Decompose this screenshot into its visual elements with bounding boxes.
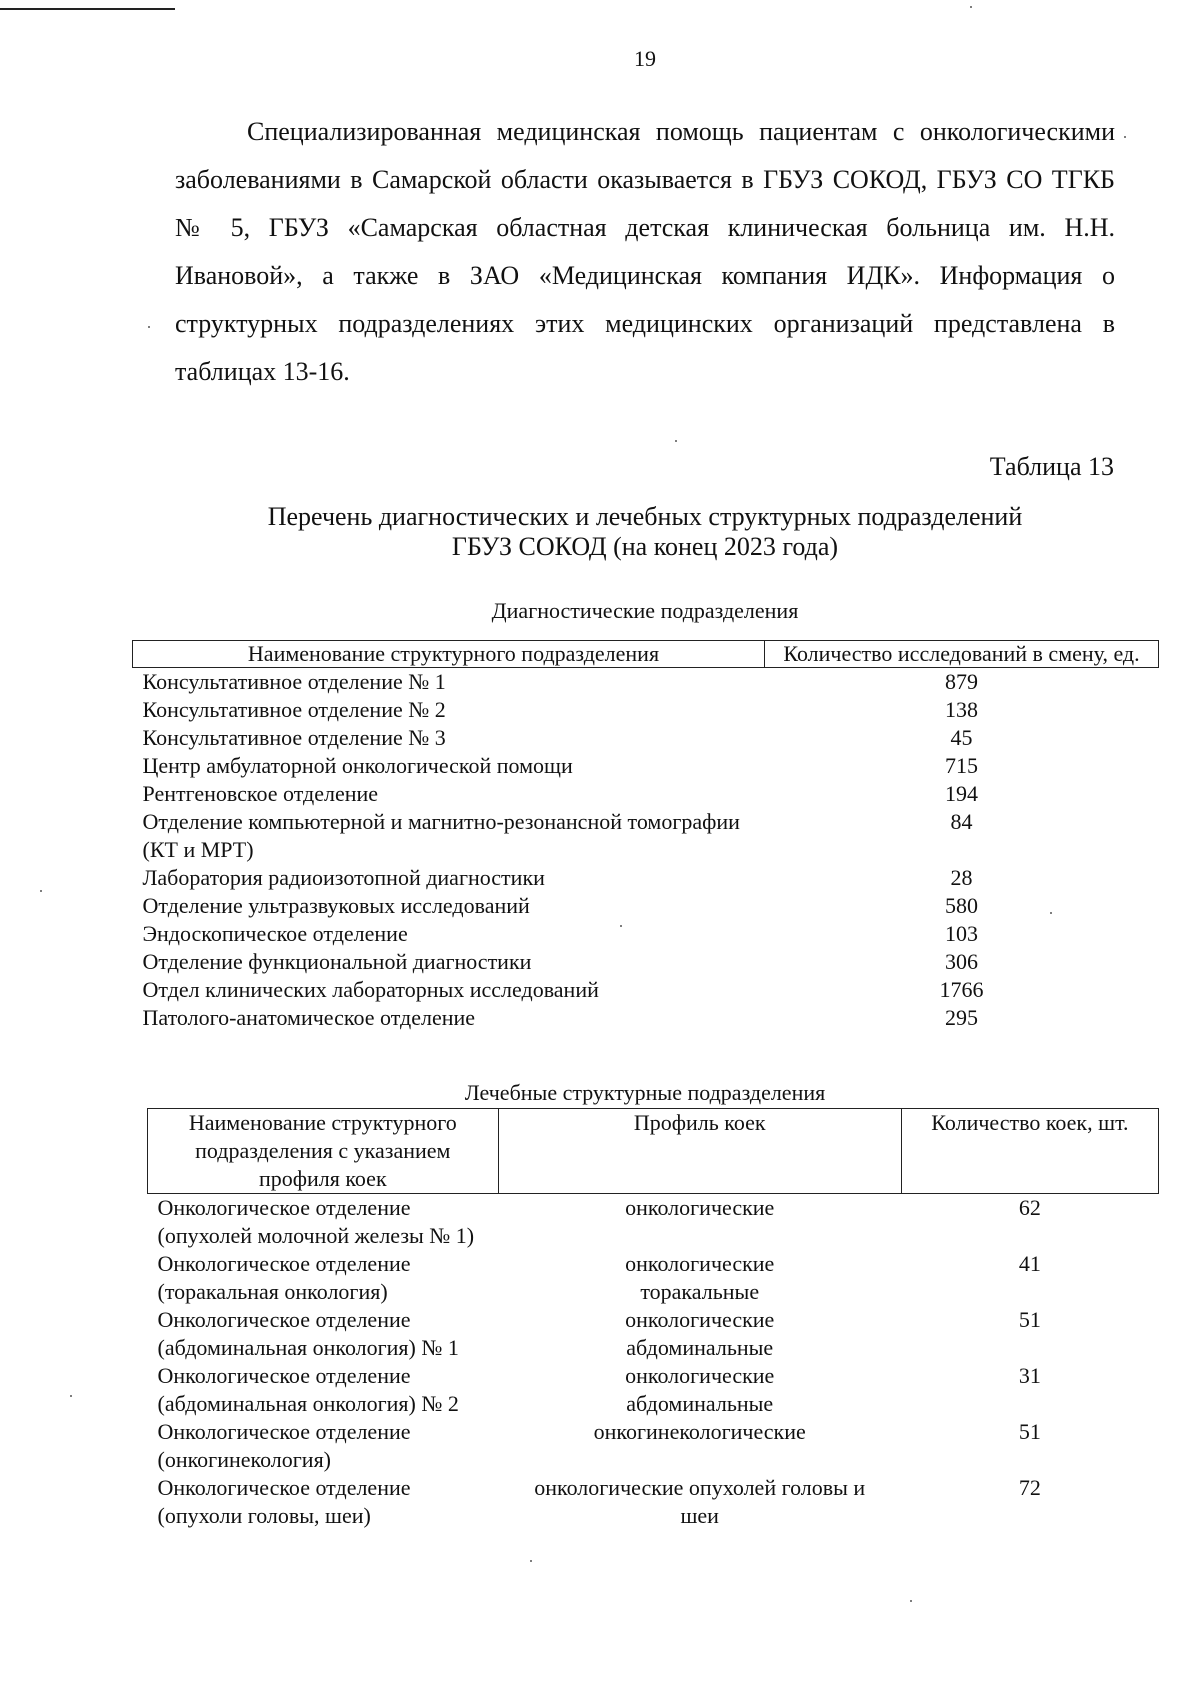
unit-name: Отделение ультразвуковых исследований: [142, 893, 530, 918]
intro-text: Специализированная медицинская помощь пациентам с онкологическими заболеваниями в Самарской области оказывается в ГБУЗ СОКОД, ГБУЗ СО ТГКБ № 5, ГБУЗ «Самарская областная детская клиническая больница им. Н.Н. Ивановой», а также в ЗАО «Медицинская компания ИДК». Информация о структурных подразделениях этих медицинских организаций представлена в таблицах 13-16.: [175, 117, 1115, 386]
corner-rule: [0, 8, 175, 10]
treatment-header-profile: Профиль коек: [498, 1109, 901, 1194]
bed-count: 31: [1018, 1363, 1041, 1388]
table-row: [133, 724, 1159, 752]
unit-count: 45: [950, 725, 973, 750]
scan-speck: [70, 1395, 72, 1397]
unit-count: 84: [950, 809, 973, 834]
table-label: Таблица 13: [989, 452, 1114, 481]
table-row: [133, 920, 1159, 948]
table-row: [148, 1306, 1159, 1362]
table-row: [148, 1362, 1159, 1418]
department-name: Онкологическое отделение (торакальная онкология): [157, 1251, 411, 1304]
table-title: [175, 502, 1115, 562]
table-title-line-1: Перечень диагностических и лечебных структурных подразделений: [267, 502, 1023, 531]
unit-name: Центр амбулаторной онкологической помощи: [142, 753, 573, 778]
unit-count: 194: [945, 781, 978, 806]
bed-profile: онкогинекологические: [593, 1419, 806, 1444]
bed-count: 72: [1018, 1475, 1041, 1500]
bed-count: 51: [1018, 1419, 1041, 1444]
bed-profile: онкологические опухолей головы и шеи: [534, 1475, 866, 1528]
treatment-header-row: [148, 1109, 1159, 1194]
unit-count: 1766: [939, 977, 984, 1002]
table-row: [133, 752, 1159, 780]
bed-count: 51: [1018, 1307, 1041, 1332]
bed-profile: онкологические: [625, 1195, 775, 1220]
scan-speck: [40, 890, 42, 892]
table-row: [133, 948, 1159, 976]
table-row: [133, 976, 1159, 1004]
diagnostic-header-count: Количество исследований в смену, ед.: [765, 641, 1159, 668]
unit-count: 103: [945, 921, 978, 946]
department-name: Онкологическое отделение (абдоминальная онкология) № 2: [157, 1363, 459, 1416]
table-row: [133, 696, 1159, 724]
unit-name: Консультативное отделение № 1: [142, 669, 446, 694]
unit-count: 306: [945, 949, 978, 974]
scan-speck: [620, 925, 622, 927]
scan-speck: [970, 6, 972, 8]
table-row: [133, 780, 1159, 808]
unit-name: Отдел клинических лабораторных исследований: [142, 977, 599, 1002]
unit-count: 28: [950, 865, 973, 890]
department-name: Онкологическое отделение (опухолей молочной железы № 1): [157, 1195, 475, 1248]
unit-count: 580: [945, 893, 978, 918]
unit-name: Консультативное отделение № 3: [142, 725, 446, 750]
diagnostic-table: [132, 640, 1159, 1032]
scan-speck: [675, 440, 677, 442]
treatment-header-beds: Количество коек, шт.: [901, 1109, 1158, 1194]
department-name: Онкологическое отделение (онкогинекология): [157, 1419, 411, 1472]
unit-count: 715: [945, 753, 978, 778]
unit-name: Рентгеновское отделение: [142, 781, 379, 806]
scan-speck: [1124, 136, 1126, 138]
unit-name: Отделение функциональной диагностики: [142, 949, 532, 974]
treatment-subtitle: Лечебные структурные подразделения: [464, 1080, 826, 1105]
unit-count: 138: [945, 697, 978, 722]
scan-speck: [148, 326, 150, 328]
department-name: Онкологическое отделение (абдоминальная онкология) № 1: [157, 1307, 459, 1360]
table-row: [148, 1250, 1159, 1306]
bed-count: 41: [1018, 1251, 1041, 1276]
bed-profile: онкологические абдоминальные: [625, 1307, 775, 1360]
unit-count: 295: [945, 1005, 978, 1030]
scan-speck: [1050, 912, 1052, 914]
diagnostic-header-row: [133, 641, 1159, 668]
treatment-table: [147, 1108, 1159, 1530]
scan-speck: [910, 1600, 912, 1602]
table-row: [148, 1418, 1159, 1474]
unit-count: 879: [945, 669, 978, 694]
diagnostic-header-name: Наименование структурного подразделения: [133, 641, 765, 668]
bed-profile: онкологические абдоминальные: [625, 1363, 775, 1416]
table-row: [148, 1194, 1159, 1251]
table-row: [133, 864, 1159, 892]
unit-name: Лаборатория радиоизотопной диагностики: [142, 865, 545, 890]
scan-speck: [530, 1560, 532, 1562]
intro-paragraph: [175, 108, 1115, 396]
table-title-line-2: ГБУЗ СОКОД (на конец 2023 года): [451, 532, 839, 561]
table-row: [133, 808, 1159, 864]
bed-profile: онкологические торакальные: [625, 1251, 775, 1304]
page-number: 19: [634, 46, 656, 71]
table-row: [133, 1004, 1159, 1032]
unit-name: Эндоскопическое отделение: [142, 921, 408, 946]
diagnostic-subtitle: Диагностические подразделения: [491, 598, 799, 623]
table-row: [133, 892, 1159, 920]
unit-name: Отделение компьютерной и магнитно-резонансной томографии (КТ и МРТ): [142, 809, 740, 862]
unit-name: Консультативное отделение № 2: [142, 697, 446, 722]
table-row: [148, 1474, 1159, 1530]
table-row: [133, 668, 1159, 697]
department-name: Онкологическое отделение (опухоли головы, шеи): [157, 1475, 411, 1528]
bed-count: 62: [1018, 1195, 1041, 1220]
unit-name: Патолого-анатомическое отделение: [142, 1005, 476, 1030]
treatment-header-name: Наименование структурного подразделения с указанием профиля коек: [148, 1109, 499, 1194]
